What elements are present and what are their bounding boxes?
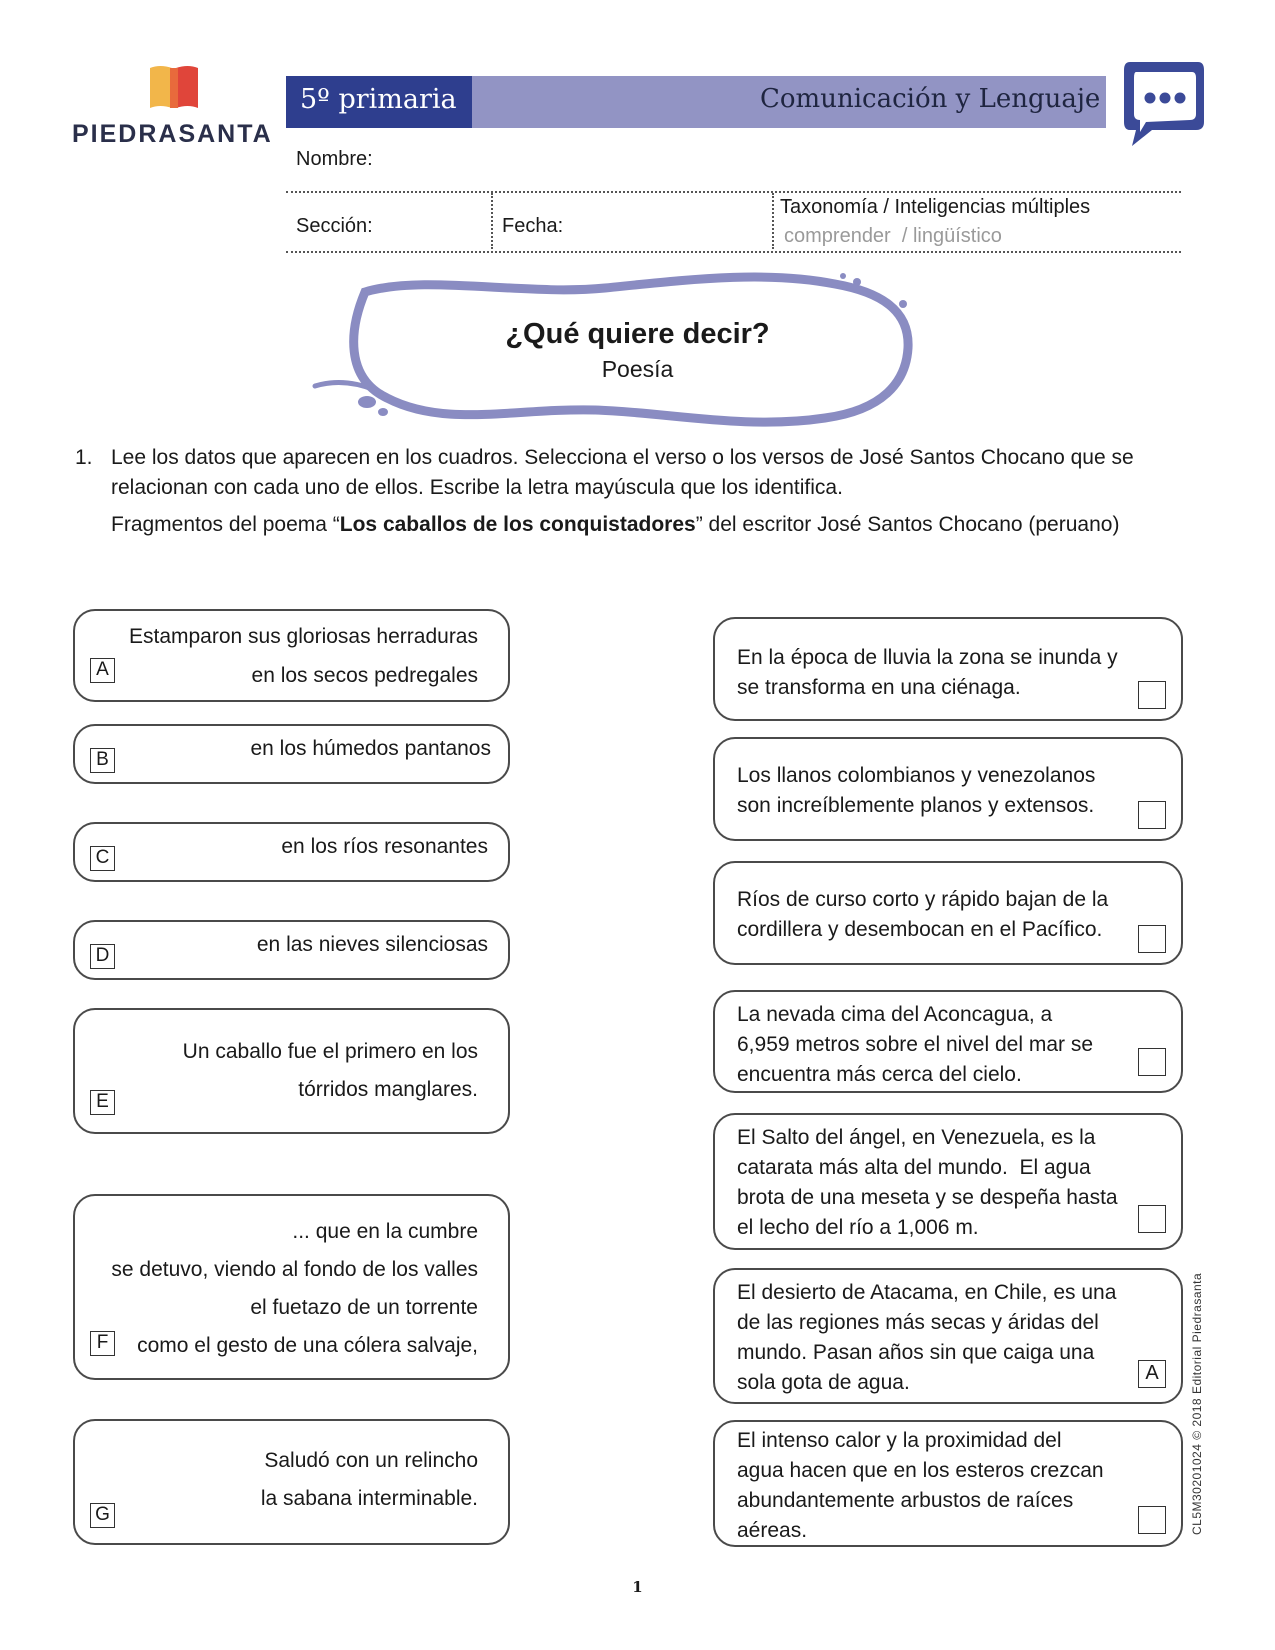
verse-line: se detuvo, viendo al fondo de los valles (111, 1258, 478, 1281)
fact-card (713, 990, 1183, 1093)
fact-text (737, 885, 1108, 945)
verse-card-b (73, 724, 510, 784)
fact-line: aéreas. (737, 1519, 808, 1542)
fact-line: brota de una meseta y se despeña hasta (737, 1186, 1118, 1209)
fact-line: En la época de lluvia la zona se inunda y (737, 646, 1118, 669)
fact-card (713, 1420, 1183, 1547)
verse-letter-box: A (90, 658, 115, 683)
fact-text (737, 1278, 1116, 1398)
verse-line: en las nieves silenciosas (256, 933, 488, 956)
date-label: Fecha: (502, 215, 564, 237)
taxonomy-value: comprender / lingüístico (784, 225, 1002, 247)
verse-line: Un caballo fue el primero en los (182, 1040, 478, 1063)
page-number: 1 (632, 1578, 643, 1596)
verse-card-a (73, 609, 510, 702)
question-number: 1. (75, 446, 93, 469)
fact-line: El Salto del ángel, en Venezuela, es la (737, 1126, 1096, 1149)
grade-label: 5º primaria (300, 84, 457, 115)
logo-book-icon (148, 64, 200, 110)
verse-line: el fuetazo de un torrente (250, 1296, 478, 1319)
fragment-prefix: Fragmentos del poema “ (111, 513, 340, 536)
verse-line: en los ríos resonantes (281, 835, 488, 858)
answer-box[interactable] (1138, 1048, 1166, 1076)
verse-line: ... que en la cumbre (292, 1220, 478, 1243)
page-subtitle: Poesía (601, 356, 674, 382)
divider (491, 193, 493, 249)
verse-letter-box: D (90, 944, 115, 969)
fact-card (713, 861, 1183, 965)
divider (286, 191, 1181, 193)
answer-box[interactable]: A (1138, 1360, 1166, 1388)
fact-line: 6,959 metros sobre el nivel del mar se (737, 1033, 1094, 1056)
verse-line: Saludó con un relincho (264, 1449, 478, 1472)
fact-line: son increíblemente planos y extensos. (737, 794, 1095, 817)
fact-card (713, 1268, 1183, 1404)
verse-letter-box: E (90, 1090, 115, 1115)
instruction-line: relacionan con cada uno de ellos. Escribe la letra mayúscula que los identifica. (111, 476, 843, 499)
fragment-caption (111, 510, 1119, 540)
divider (772, 193, 774, 249)
poem-title: Los caballos de los conquistadores (339, 513, 696, 536)
answer-box[interactable] (1138, 681, 1166, 709)
fact-line: agua hacen que en los esteros crezcan (737, 1459, 1104, 1482)
verse-card-c (73, 822, 510, 882)
fact-card (713, 617, 1183, 721)
title-bubble (305, 270, 925, 440)
section-label: Sección: (296, 215, 373, 237)
fact-line: Ríos de curso corto y rápido bajan de la (737, 888, 1109, 911)
verse-line: la sabana interminable. (260, 1487, 478, 1510)
verse-line: en los húmedos pantanos (250, 737, 491, 760)
chat-bubble-icon (1122, 60, 1206, 150)
verse-letter-box: F (90, 1331, 115, 1356)
answer-box[interactable] (1138, 1506, 1166, 1534)
fact-text (737, 761, 1095, 821)
verse-line: tórridos manglares. (298, 1078, 478, 1101)
subject-label: Comunicación y Lenguaje (760, 84, 1101, 114)
verse-letter-box: G (90, 1503, 115, 1528)
fact-line: abundantemente arbustos de raíces (737, 1489, 1074, 1512)
verse-line: como el gesto de una cólera salvaje, (137, 1334, 478, 1357)
verse-card-d (73, 920, 510, 980)
answer-box[interactable] (1138, 925, 1166, 953)
verse-line: Estamparon sus gloriosas herraduras (128, 625, 478, 648)
answer-box[interactable] (1138, 1205, 1166, 1233)
fact-line: El intenso calor y la proximidad del (737, 1429, 1062, 1452)
fact-line: El desierto de Atacama, en Chile, es una (737, 1281, 1117, 1304)
fact-line: se transforma en una ciénaga. (737, 676, 1021, 699)
fact-card (713, 1113, 1183, 1250)
logo-text: PIEDRASANTA (72, 120, 273, 148)
answer-box[interactable] (1138, 801, 1166, 829)
verse-letter-box: C (90, 846, 115, 871)
page-title: ¿Qué quiere decir? (505, 318, 770, 350)
verse-card-f (73, 1194, 510, 1380)
fact-line: sola gota de agua. (737, 1371, 910, 1394)
fact-text (737, 1426, 1104, 1546)
fragment-suffix: ” del escritor José Santos Chocano (peruano) (695, 513, 1120, 536)
taxonomy-label: Taxonomía / Inteligencias múltiples (780, 196, 1091, 218)
divider (286, 251, 1181, 253)
fact-line: de las regiones más secas y áridas del (737, 1311, 1099, 1334)
fact-line: el lecho del río a 1,006 m. (737, 1216, 979, 1239)
fact-line: La nevada cima del Aconcagua, a (737, 1003, 1053, 1026)
verse-line: en los secos pedregales (251, 664, 478, 687)
verse-card-e (73, 1008, 510, 1134)
fact-text (737, 643, 1118, 703)
fact-text (737, 1000, 1093, 1090)
fact-line: Los llanos colombianos y venezolanos (737, 764, 1096, 787)
name-label: Nombre: (296, 148, 373, 170)
fact-card (713, 737, 1183, 841)
verse-card-g (73, 1419, 510, 1545)
fact-line: encuentra más cerca del cielo. (737, 1063, 1022, 1086)
fact-line: catarata más alta del mundo. El agua (737, 1156, 1091, 1179)
instruction-line: Lee los datos que aparecen en los cuadros. Selecciona el verso o los versos de José Santos Chocano que se (111, 446, 1134, 469)
fact-line: mundo. Pasan años sin que caiga una (737, 1341, 1095, 1364)
fact-text (737, 1123, 1118, 1243)
copyright-note: CL5M30201024 © 2018 Editorial Piedrasanta (1190, 1272, 1204, 1535)
fact-line: cordillera y desembocan en el Pacífico. (737, 918, 1103, 941)
verse-letter-box: B (90, 748, 115, 773)
